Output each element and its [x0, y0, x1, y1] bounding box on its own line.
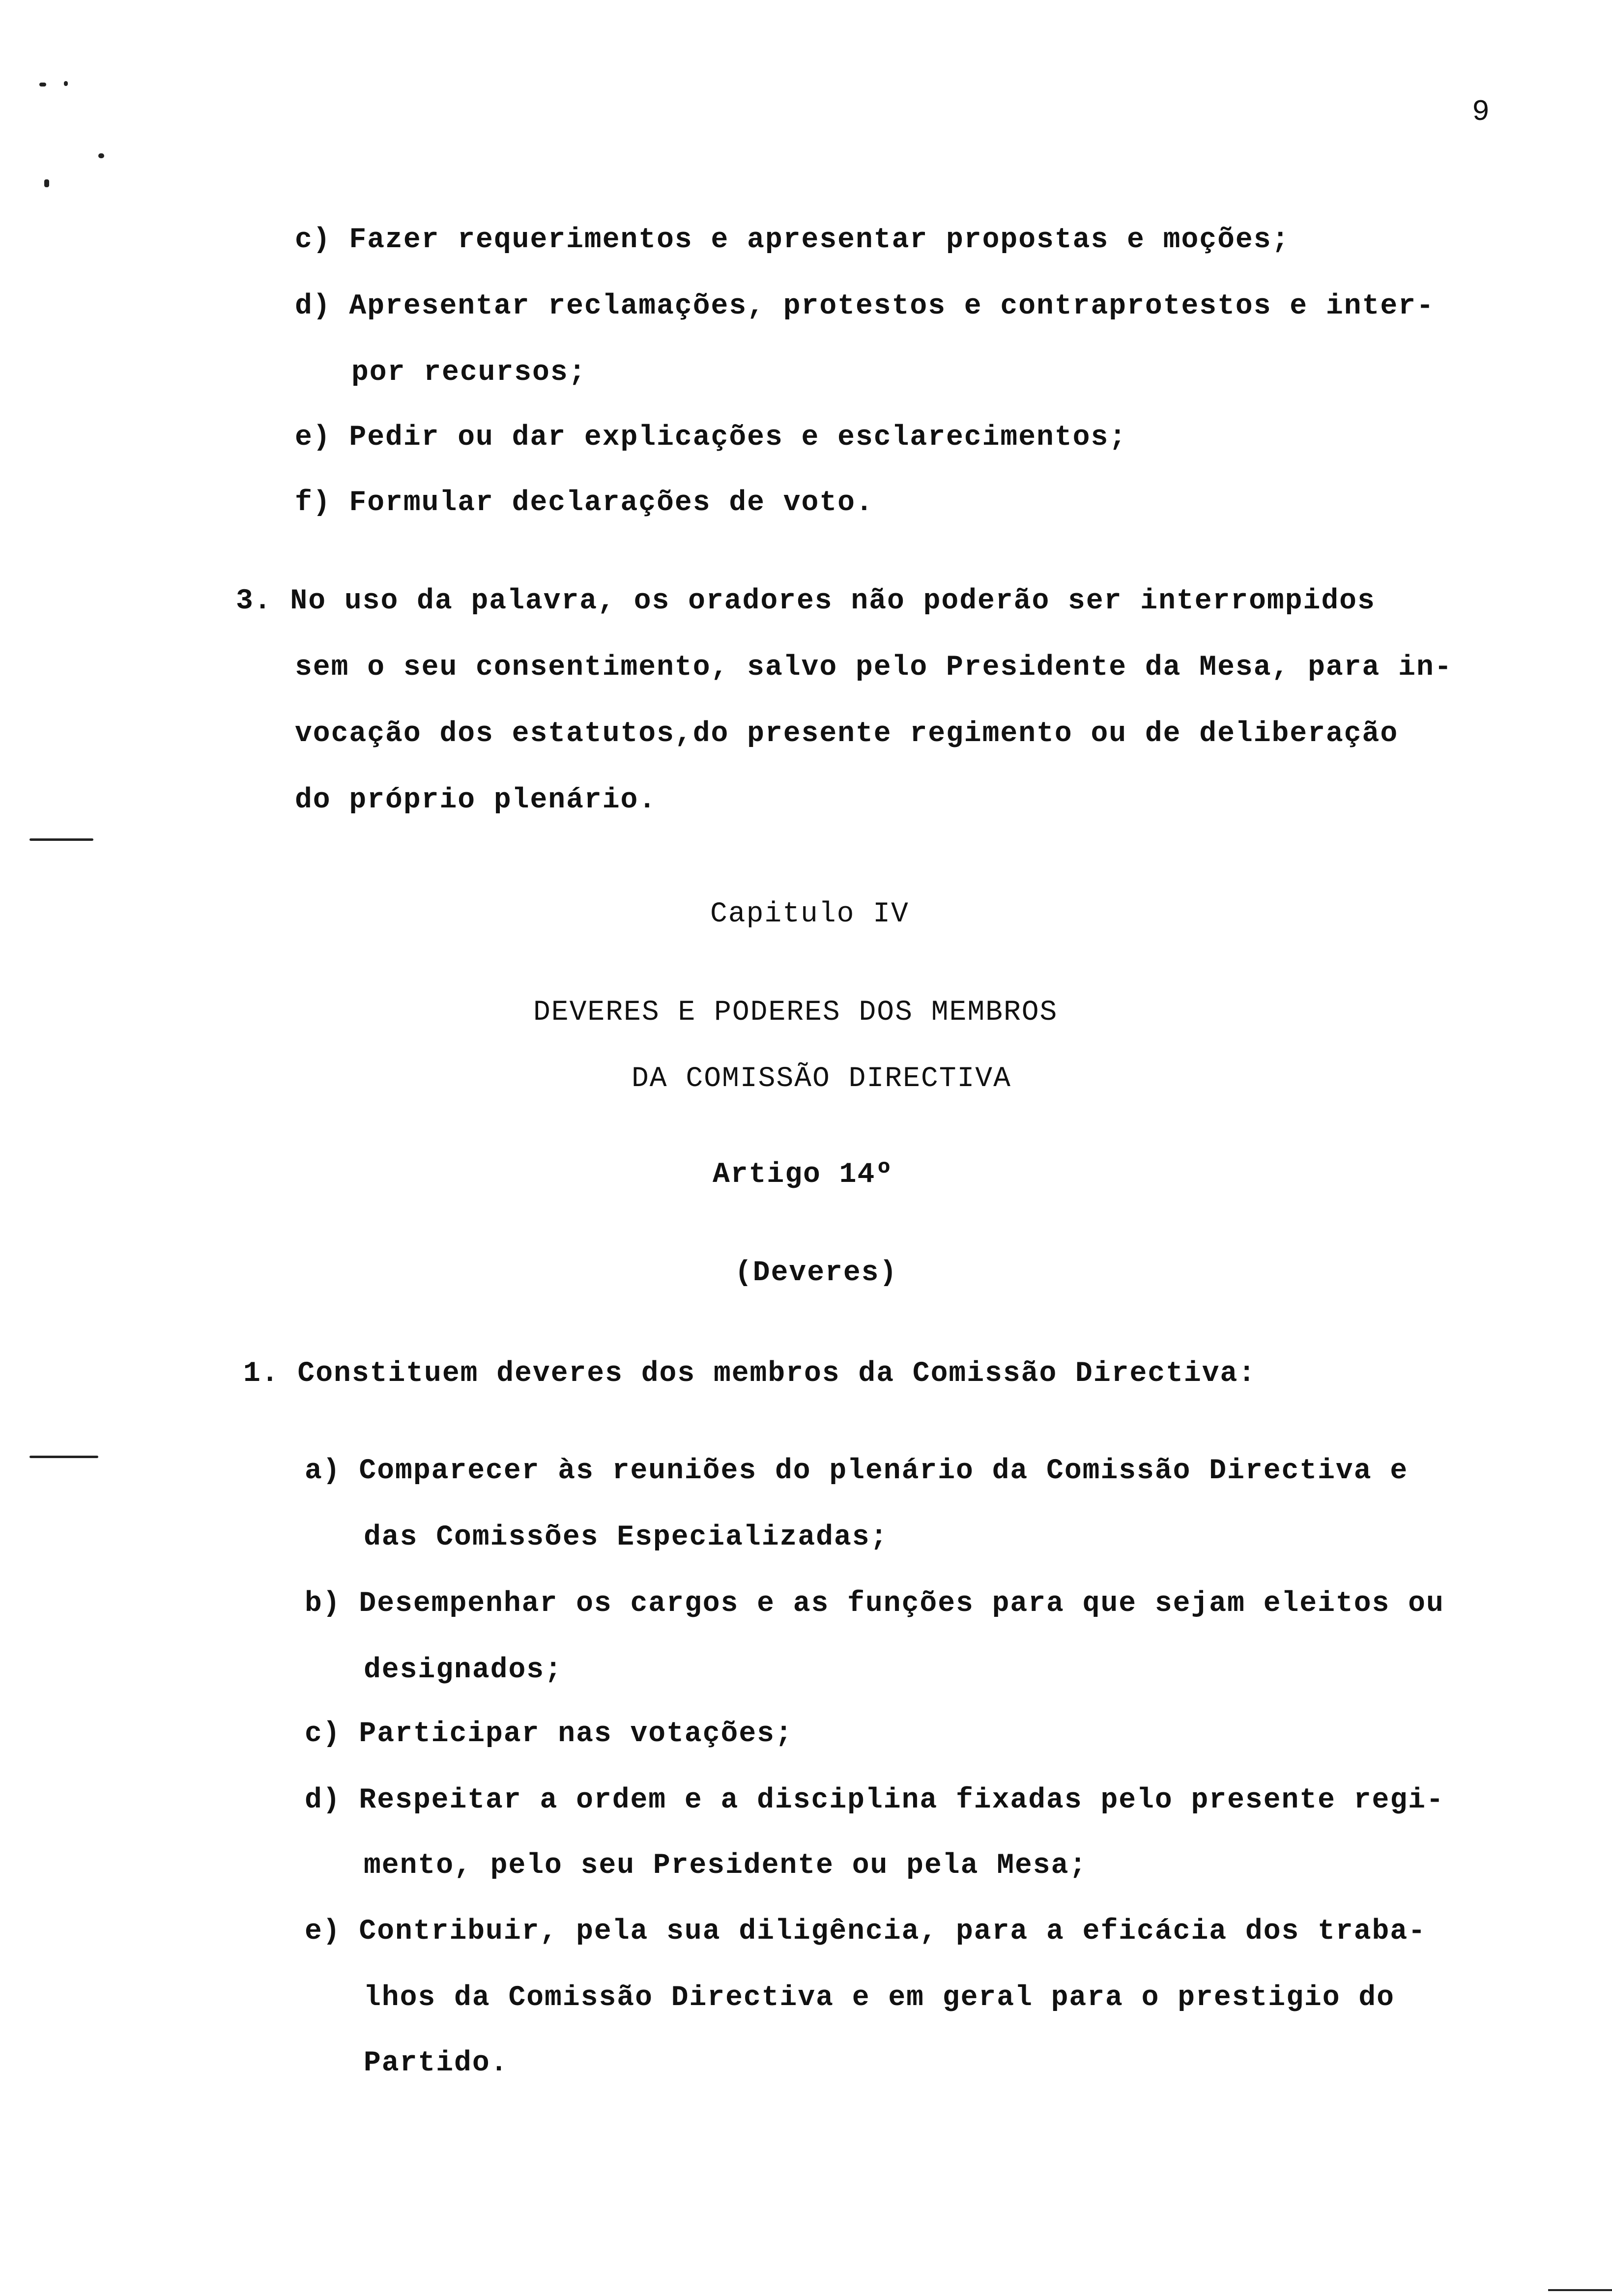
duty-c-line-1: c) Participar nas votações; — [305, 1718, 793, 1750]
duty-e-line-2: lhos da Comissão Directiva e em geral para o prestigio do — [364, 1982, 1395, 2014]
punch-hole-mark — [29, 838, 93, 841]
page-number: 9 — [1472, 96, 1490, 129]
duty-a-line-1: a) Comparecer às reuniões do plenário da Comissão Directiva e — [305, 1455, 1409, 1487]
item-c-line-1: c) Fazer requerimentos e apresentar propostas e moções; — [295, 224, 1290, 256]
paragraph-3-line-4: do próprio plenário. — [295, 784, 657, 816]
duty-d-line-1: d) Respeitar a ordem e a disciplina fixadas pelo presente regi- — [305, 1784, 1444, 1816]
article-subtitle: (Deveres) — [735, 1257, 898, 1289]
duty-b-line-2: designados; — [364, 1654, 563, 1686]
chapter-title-line-2: DA COMISSÃO DIRECTIVA — [632, 1063, 1011, 1095]
speck — [44, 179, 49, 187]
speck — [39, 83, 46, 86]
duty-b-line-1: b) Desempenhar os cargos e as funções para que sejam eleitos ou — [305, 1588, 1444, 1620]
duty-d-line-2: mento, pelo seu Presidente ou pela Mesa; — [364, 1850, 1088, 1882]
paragraph-3-line-1: 3. No uso da palavra, os oradores não poderão ser interrompidos — [236, 585, 1376, 617]
duty-e-line-1: e) Contribuir, pela sua diligência, para a eficácia dos traba- — [305, 1916, 1426, 1948]
item-d-line-2: por recursos; — [351, 357, 587, 389]
speck — [64, 81, 68, 86]
speck — [98, 153, 104, 158]
duties-intro: 1. Constituem deveres dos membros da Comissão Directiva: — [243, 1358, 1257, 1390]
punch-hole-mark — [29, 1456, 98, 1458]
item-e-line-1: e) Pedir ou dar explicações e esclarecimentos; — [295, 422, 1127, 454]
chapter-title-line-1: DEVERES E PODERES DOS MEMBROS — [533, 997, 1058, 1029]
article-label: Artigo 14º — [713, 1159, 894, 1191]
edge-line — [1548, 2289, 1612, 2291]
chapter-label: Capitulo IV — [710, 898, 909, 930]
duty-a-line-2: das Comissões Especializadas; — [364, 1521, 889, 1553]
paragraph-3-line-3: vocação dos estatutos,do presente regimento ou de deliberação — [295, 718, 1399, 750]
item-d-line-1: d) Apresentar reclamações, protestos e contraprotestos e inter- — [295, 290, 1435, 322]
paragraph-3-line-2: sem o seu consentimento, salvo pelo Presidente da Mesa, para in- — [295, 652, 1453, 684]
item-f-line-1: f) Formular declarações de voto. — [295, 487, 874, 519]
duty-e-line-3: Partido. — [364, 2047, 509, 2079]
